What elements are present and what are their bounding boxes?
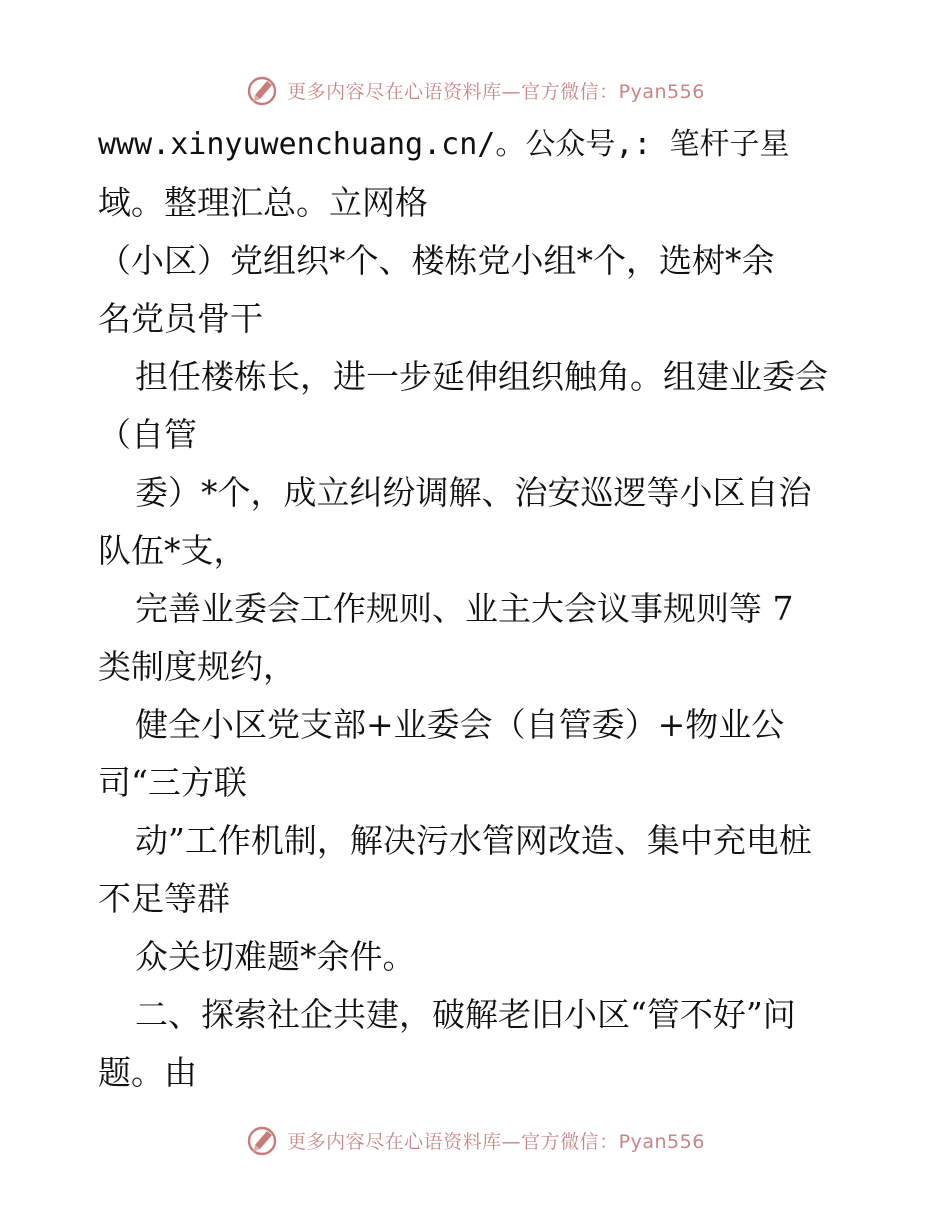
document-body xyxy=(98,116,878,1102)
text-line: 担任楼栋长，进一步延伸组织触角。组建业委会 xyxy=(135,357,828,396)
text-line: （小区）党组织*个、楼栋党小组*个，选树*余 xyxy=(98,241,775,280)
text-line: 不足等群 xyxy=(98,879,230,918)
pen-logo-icon xyxy=(245,73,281,107)
text-line: 健全小区党支部+业委会（自管委）+物业公 xyxy=(135,705,785,744)
text-line: 类制度规约， xyxy=(98,647,296,686)
text-line: 队伍*支， xyxy=(98,531,247,570)
text-line: 题。由 xyxy=(98,1053,197,1092)
watermark-text: 更多内容尽在心语资料库—官方微信：Pyan556 xyxy=(287,1130,705,1153)
pen-logo-icon xyxy=(245,1123,281,1157)
text-line: 动”工作机制，解决污水管网改造、集中充电桩 xyxy=(135,821,812,860)
text-line: （自管 xyxy=(98,415,197,454)
text-line: 二、探索社企共建，破解老旧小区“管不好”问 xyxy=(135,995,796,1034)
footer-watermark xyxy=(0,1120,950,1160)
text-line: 完善业委会工作规则、业主大会议事规则等 7 xyxy=(135,589,794,628)
text-line: 司“三方联 xyxy=(98,763,247,802)
text-line: 委）*个，成立纠纷调解、治安巡逻等小区自治 xyxy=(135,473,812,512)
header-watermark xyxy=(0,70,950,110)
text-line: 域。整理汇总。立网格 xyxy=(98,183,428,222)
text-line: 名党员骨干 xyxy=(98,299,263,338)
text-line: 众关切难题*余件。 xyxy=(135,937,416,976)
watermark-text: 更多内容尽在心语资料库—官方微信：Pyan556 xyxy=(287,80,705,103)
text-line: www.xinyuwenchuang.cn/。公众号,: 笔杆子星 xyxy=(98,127,790,162)
